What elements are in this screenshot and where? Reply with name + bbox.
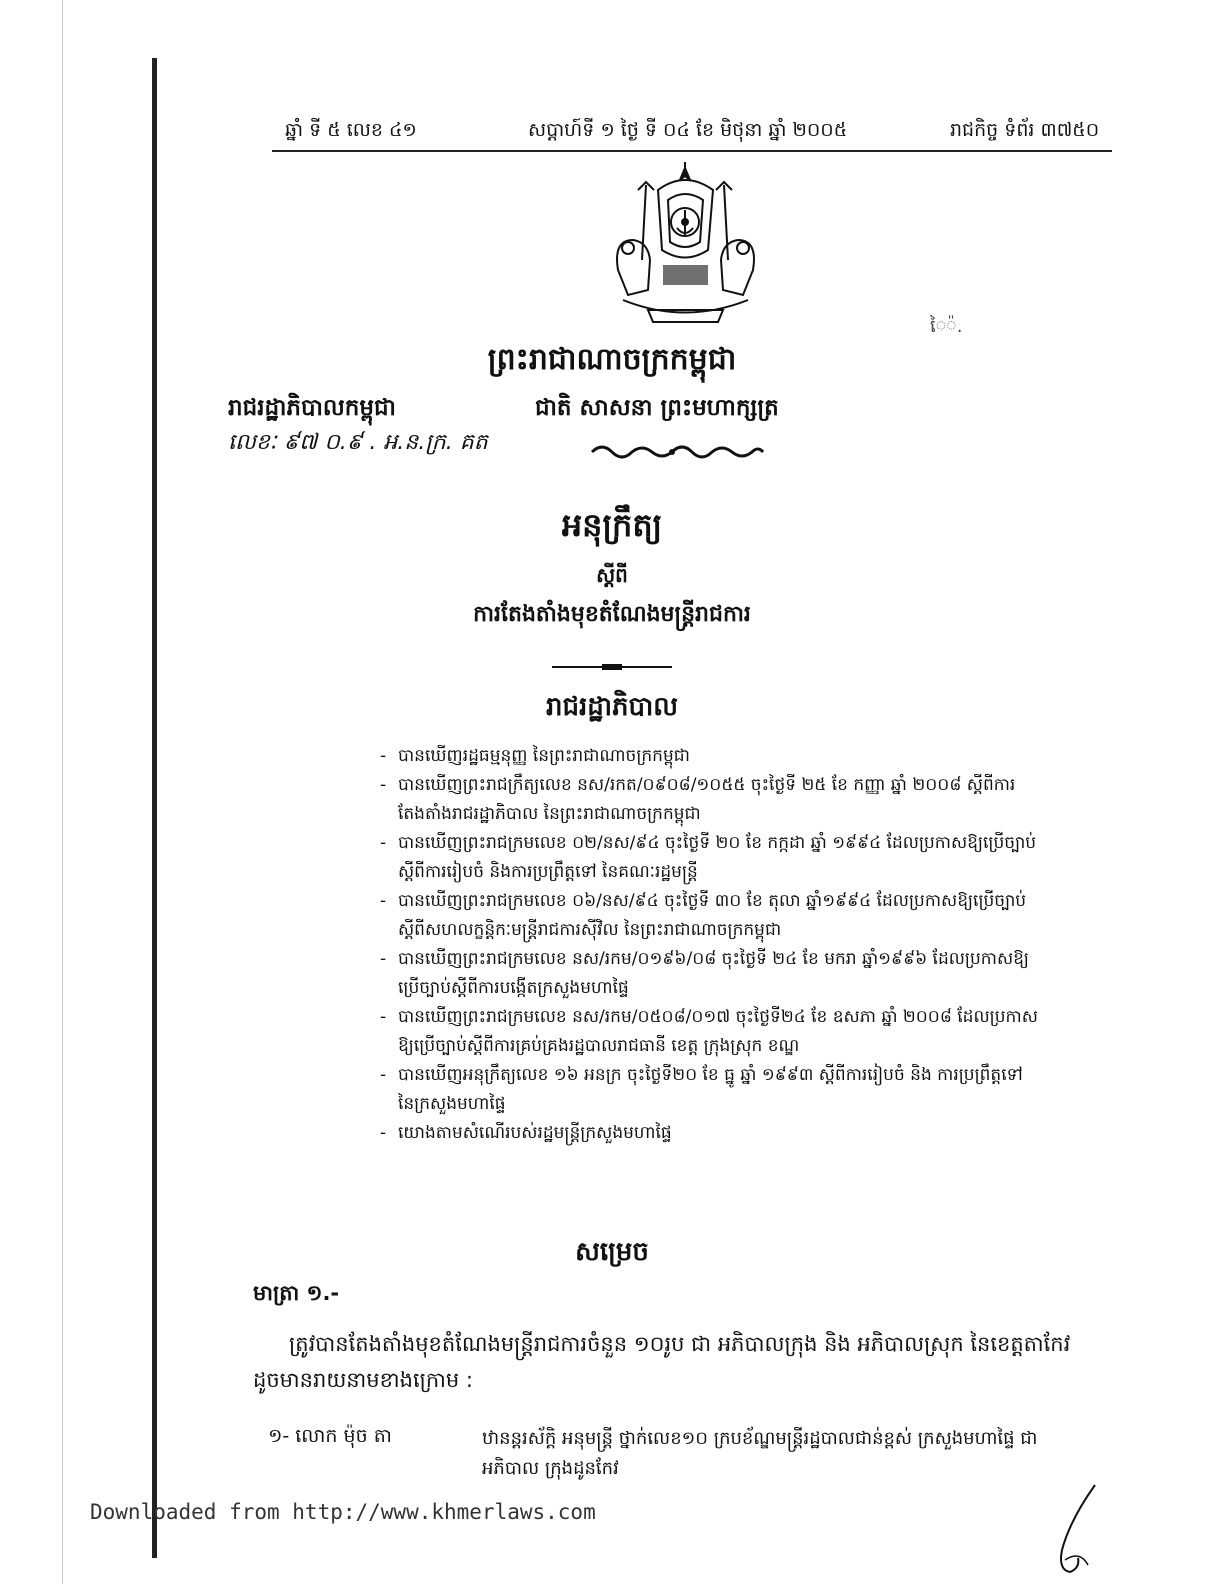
reference-number: លេខៈ ៩៧ ០.៩ . អ.ន.ក្រ. គត <box>228 430 488 455</box>
header-page: រាជកិច្ច ទំព័រ ៣៧៥០ <box>950 119 1100 141</box>
consideration-line <box>380 1119 1092 1148</box>
marginal-mark: ៃ៉. <box>930 316 963 337</box>
consideration-text: ស្តីពីការរៀបចំ និងការប្រព្រឹត្តទៅ នៃគណៈរដ្ឋមន្ត្រី <box>398 862 698 882</box>
signature-mark <box>1050 1480 1110 1584</box>
consideration-line <box>380 800 1092 829</box>
consideration-text: បានឃើញព្រះរាជក្រមលេខ ០៦/នស/៩៤ ចុះថ្ងៃទី ៣០ ខែ តុលា ឆ្នាំ១៩៩៤ ដែលប្រកាសឱ្យប្រើច្បាប់ <box>398 891 1027 911</box>
government-name: រាជរដ្ឋាភិបាលកម្ពុជា <box>228 395 396 421</box>
header-issue: ឆ្នាំ ទី ៥ លេខ ៤១ <box>285 119 417 141</box>
decorative-flourish-icon <box>590 440 765 466</box>
consideration-line <box>380 916 1092 945</box>
title-about: ស្តីពី <box>596 563 628 587</box>
article-number: មាត្រា ១.- <box>253 1281 340 1305</box>
scan-margin-line <box>62 0 63 1584</box>
issuing-body: រាជរដ្ឋាភិបាល <box>545 692 679 722</box>
consideration-text: នៃក្រសួងមហាផ្ទៃ <box>398 1094 506 1114</box>
kingdom-heading: ព្រះរាជាណាចក្រកម្ពុជា <box>487 342 737 377</box>
consideration-line <box>380 945 1092 974</box>
header-rule <box>272 150 1112 152</box>
consideration-text: ស្តីពីសហលក្ខន្តិកៈមន្ត្រីរាជការស៊ីវិល នៃព្រះរាជាណាចក្រកម្ពុជា <box>398 920 782 940</box>
consideration-line <box>380 771 1092 800</box>
consideration-line <box>380 1003 1092 1032</box>
consideration-line <box>380 1032 1092 1061</box>
scan-binding-edge <box>152 58 157 1558</box>
royal-coat-of-arms-icon <box>598 160 773 334</box>
title-divider <box>612 656 672 675</box>
bullet-dash: - <box>380 1123 387 1143</box>
bullet-dash: - <box>380 746 387 766</box>
consideration-line <box>380 1090 1092 1119</box>
bullet-dash: - <box>380 775 387 795</box>
consideration-line <box>380 887 1092 916</box>
download-source-footer: Downloaded from http://www.khmerlaws.com <box>90 1500 596 1524</box>
bullet-dash: - <box>380 833 387 853</box>
consideration-text: យោងតាមសំណើរបស់រដ្ឋមន្ត្រីក្រសួងមហាផ្ទៃ <box>398 1123 672 1143</box>
consideration-line <box>380 974 1092 1003</box>
consideration-line <box>380 829 1092 858</box>
bullet-dash: - <box>380 1007 387 1027</box>
consideration-text: បានឃើញព្រះរាជក្រមលេខ នស/រកម/០៥០៨/០១៧ ចុះថ្ងៃទី២៤ ខែ ឧសភា ឆ្នាំ ២០០៨ ដែលប្រកាស <box>398 1007 1038 1027</box>
appointee-description: ឋានន្តរស័ក្តិ អនុមន្ត្រី ថ្នាក់លេខ១០ ក្របខ័ណ្ឌមន្ត្រីរដ្ឋបាលជាន់ខ្ពស់ ក្រសួងមហាផ្ទៃ ជាអភិបាល ក្រុងដូនកែវ <box>482 1428 1038 1479</box>
article-body: ត្រូវបានតែងតាំងមុខតំណែងមន្ត្រីរាជការចំនួន ១០រូប ជា អភិបាលក្រុង និង អភិបាលស្រុក នៃខេត្តតាកែវ ដូចមានរាយនាមខាងក្រោម : <box>253 1332 1071 1392</box>
consideration-text: តែងតាំងរាជរដ្ឋាភិបាល នៃព្រះរាជាណាចក្រកម្ពុជា <box>398 804 701 824</box>
header-date: សប្តាហ៍ទី ១ ថ្ងៃ ទី ០៤ ខែ មិថុនា ឆ្នាំ ២០០៥ <box>528 119 848 141</box>
national-motto: ជាតិ សាសនា ព្រះមហាក្សត្រ <box>535 395 779 421</box>
consideration-text: បានឃើញព្រះរាជក្រឹត្យលេខ នស/រកត/០៩០៨/១០៥៥ ចុះថ្ងៃទី ២៥ ខែ កញ្ញា ឆ្នាំ ២០០៨ ស្តីពីការ <box>398 775 1016 795</box>
consideration-text: ឱ្យប្រើច្បាប់ស្តីពីការគ្រប់គ្រងរដ្ឋបាលរាជធានី ខេត្ត ក្រុងស្រុក ខណ្ឌ <box>398 1036 800 1056</box>
considerations-list <box>380 742 1092 1148</box>
consideration-line <box>380 858 1092 887</box>
document-subject: ការតែងតាំងមុខតំណែងមន្ត្រីរាជការ <box>473 602 751 627</box>
consideration-text: បានឃើញព្រះរាជក្រមលេខ ០២/នស/៩៤ ចុះថ្ងៃទី ២០ ខែ កក្កដា ឆ្នាំ ១៩៩៤ ដែលប្រកាសឱ្យប្រើច្បាប់ <box>398 833 1037 853</box>
document-title: អនុក្រឹត្យ <box>561 506 663 544</box>
appointee-name: ១- លោក ម៉ុច តា <box>268 1425 392 1447</box>
consideration-text: បានឃើញអនុក្រឹត្យលេខ ១៦ អនក្រ ចុះថ្ងៃទី២០ ខែ ធ្នូ ឆ្នាំ ១៩៩៣ ស្តីពីការរៀបចំ និង ការប្រព្រឹត្តទៅ <box>398 1065 1023 1085</box>
bullet-dash: - <box>380 1065 387 1085</box>
bullet-dash: - <box>380 949 387 969</box>
decision-heading: សម្រេច <box>575 1237 649 1267</box>
consideration-text: បានឃើញព្រះរាជក្រមលេខ នស/រកម/០១៩៦/០៨ ចុះថ្ងៃទី ២៤ ខែ មករា ឆ្នាំ១៩៩៦ ដែលប្រកាសឱ្យ <box>398 949 1030 969</box>
consideration-text: ប្រើច្បាប់ស្តីពីការបង្កើតក្រសួងមហាផ្ទៃ <box>398 978 629 998</box>
consideration-text: បានឃើញរដ្ឋធម្មនុញ្ញ នៃព្រះរាជាណាចក្រកម្ពុជា <box>398 746 690 766</box>
consideration-line <box>380 1061 1092 1090</box>
bullet-dash: - <box>380 891 387 911</box>
consideration-line <box>380 742 1092 771</box>
